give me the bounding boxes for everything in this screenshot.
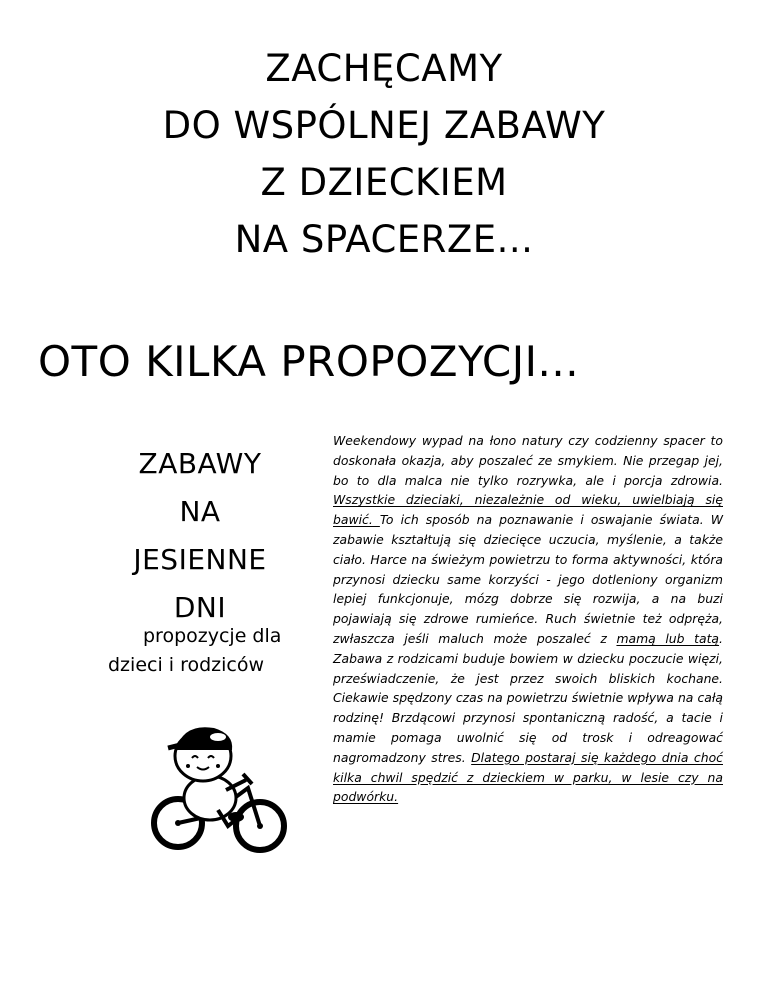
heading-line: DO WSPÓLNEJ ZABAWY (162, 104, 606, 147)
section-title-line: ZABAWY (138, 447, 262, 480)
left-column (95, 440, 305, 676)
article-segment-underlined: Dlatego postaraj się każdego dnia choć kilka chwil spędzić z dzieckiem w parku, w lesie czy na podwórku. (333, 749, 723, 805)
heading-line: Z DZIECKIEM (260, 161, 508, 204)
section-title-line: DNI (173, 591, 227, 624)
child-on-bicycle-icon (148, 718, 293, 858)
page-heading (0, 40, 768, 268)
section-title-line: JESIENNE (133, 543, 267, 576)
heading-line: NA SPACERZE... (234, 218, 534, 261)
article-body (333, 431, 723, 807)
article-segment: Weekendowy wypad na łono natury czy codzienny spacer to doskonała okazja, aby poszaleć ze smykiem. Nie przegap jej, bo to dla malca nie tylko rozrywka, ale i porcja zdrowia. (333, 433, 723, 488)
article-segment-underlined: mamą lub tatą (616, 630, 720, 646)
article-segment: . Zabawa z rodzicami buduje bowiem w dziecku poczucie więzi, przeświadczenie, że jest przez swoich bliskich kochane. Ciekawie spędzony czas na powietrzu świetnie wpływa na całą rodzinę! Brzdącowi przynosi spontaniczną radość, a tacie i mamie pomaga uwolnić się od trosk i odreagować nagromadzony stres. (333, 630, 723, 765)
section-subtitle-line: propozycje dla (143, 625, 282, 647)
article-segment: To ich sposób na poznawanie i oswajanie świata. W zabawie kształtują się dziecięce uczucia, myślenie, a także ciało. Harce na świeżym powietrzu to forma aktywności, która przynosi dziecku same korzyści - jego dotleniony organizm lepiej funkcjonuje, mózg dobrze się rozwija, a na buzi pojawiają się zdrowe rumieńce. Ruch świetnie też odpręża, zwłaszcza jeśli maluch może poszaleć z (333, 512, 723, 646)
heading-line: ZACHĘCAMY (265, 47, 503, 90)
section-title-line: NA (179, 495, 221, 528)
subheading: OTO KILKA PROPOZYCJI... (38, 337, 580, 386)
section-subtitle-line: dzieci i rodziców (108, 654, 265, 676)
article-segment-underlined: Wszystkie dzieciaki, niezależnie od wieku, uwielbiają się bawić. (333, 492, 723, 528)
